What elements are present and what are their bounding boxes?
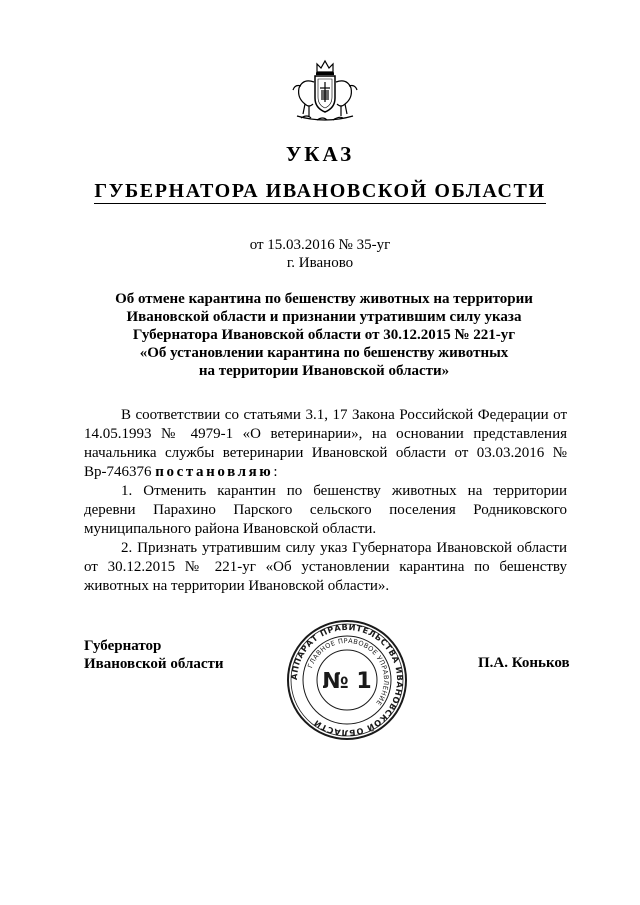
subject-line: Об отмене карантина по бешенству животных на территории (115, 291, 533, 307)
subject-line: Губернатора Ивановской области от 30.12.2015 № 221-уг (132, 327, 516, 343)
position-line: Ивановской области (84, 656, 224, 672)
seal-inner-text: ГЛАВНОЕ ПРАВОВОЕ УПРАВЛЕНИЕ (306, 636, 391, 707)
subject-line: «Об установлении карантина по бешенству животных (139, 345, 509, 361)
subject-line: на территории Ивановской области» (198, 363, 450, 379)
decree-item-1: 1. Отменить карантин по бешенству животных на территории деревни Парахино Парского сельского поселения Родниковского муниципального района Ивановской области. (84, 483, 567, 537)
seal-ring-text: АППАРАТ ПРАВИТЕЛЬСТВА ИВАНОВСКОЙ ОБЛАСТИ (288, 621, 406, 739)
decree-city: г. Иваново (286, 255, 354, 271)
decree-subject (84, 290, 564, 380)
issuer-title-text: ГУБЕРНАТОРА ИВАНОВСКОЙ ОБЛАСТИ (94, 180, 546, 202)
coat-of-arms-icon (287, 58, 363, 124)
position-line: Губернатор (84, 638, 162, 654)
decree-date-number: от 15.03.2016 № 35-уг (249, 237, 391, 253)
subject-line: Ивановской области и признании утратившим силу указа (126, 309, 522, 325)
issuer-title (0, 180, 640, 203)
decree-item-2: 2. Признать утратившим силу указ Губернатора Ивановской области от 30.12.2015 № 221-уг «Об установлении карантина по бешенству животных на территории Ивановской области». (84, 540, 567, 594)
official-seal-icon (285, 618, 409, 742)
resolve-colon: : (273, 464, 278, 480)
signatory-position (84, 637, 224, 673)
preamble-paragraph (84, 406, 567, 482)
seal-number: № 1 (322, 669, 372, 694)
document-type: УКАЗ (285, 142, 355, 166)
resolve-word: постановляю (155, 464, 274, 480)
decree-body (84, 406, 567, 596)
signatory-name: П.А. Коньков (478, 655, 570, 671)
preamble-text: В соответствии со статьями 3.1, 17 Закона Российской Федерации от 14.05.1993 № 4979-1 «О ветеринарии», на основании представления начальника службы ветеринарии Ивановской области от 03.03.2016 № Вр-746376 (84, 407, 567, 480)
